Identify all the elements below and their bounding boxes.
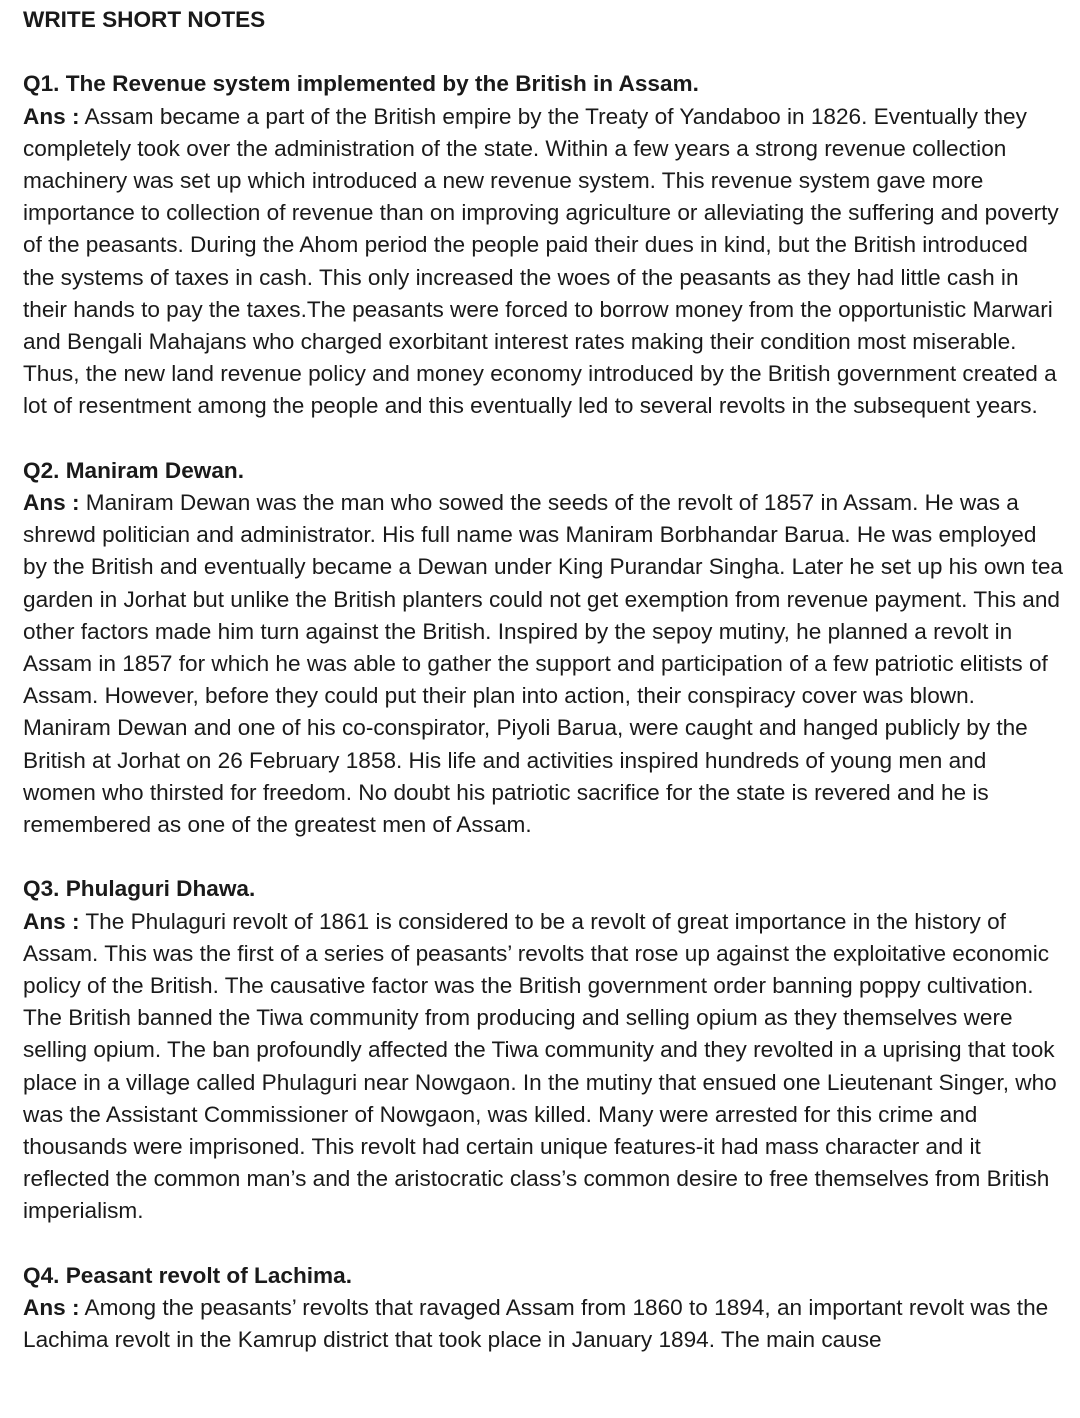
answer-label: Ans : (23, 1295, 80, 1321)
question-block-4 (23, 1260, 1063, 1357)
question-title-4: Q4. Peasant revolt of Lachima. (23, 1262, 352, 1288)
answer-text-2 (23, 487, 1063, 841)
question-block-1 (23, 68, 1063, 422)
question-title-3: Q3. Phulaguri Dhawa. (23, 876, 256, 902)
question-block-2 (23, 455, 1063, 841)
document-heading: WRITE SHORT NOTES (23, 7, 266, 32)
spacer (23, 841, 1063, 873)
spacer (23, 423, 1063, 455)
answer-text-1 (23, 101, 1063, 423)
answer-body-2: Maniram Dewan was the man who sowed the seeds of the revolt of 1857 in Assam. He was a shrewd politician and administrator. His full name was Maniram Borbhandar Barua. He was employed by the British and eventually became a Dewan under King Purandar Singha. Later he set up his own tea garden in Jorhat but unlike the British planters could not get exemption from revenue payment. This and other factors made him turn against the British. Inspired by the sepoy mutiny, he planned a revolt in Assam in 1857 for which he was able to gather the support and participation of a few patriotic elitists of Assam. However, before they could put their plan into action, their conspiracy cover was blown. Maniram Dewan and one of his co-conspirator, Piyoli Barua, were caught and hanged publicly by the British at Jorhat on 26 February 1858. His life and activities inspired hundreds of young men and women who thirsted for freedom. No doubt his patriotic sacrifice for the state is revered and he is remembered as one of the greatest men of Assam. (23, 490, 1063, 838)
answer-body-1: Assam became a part of the British empire by the Treaty of Yandaboo in 1826. Eventually they completely took over the administration of the state. Within a few years a strong revenue collection machinery was set up which introduced a new revenue system. This revenue system gave more importance to collection of revenue than on improving agriculture or alleviating the suffering and poverty of the peasants. During the Ahom period the people paid their dues in kind, but the British introduced the systems of taxes in cash. This only increased the woes of the peasants as they had little cash in their hands to pay the taxes.The peasants were forced to borrow money from the opportunistic Marwari and Bengali Mahajans who charged exorbitant interest rates making their condition most miserable. Thus, the new land revenue policy and money economy introduced by the British government created a lot of resentment among the people and this eventually led to several revolts in the subsequent years. (23, 103, 1059, 419)
answer-body-3: The Phulaguri revolt of 1861 is considered to be a revolt of great importance in the history of Assam. This was the first of a series of peasants’ revolts that rose up against the exploitative economic policy of the British. The causative factor was the British government order banning poppy cultivation. The British banned the Tiwa community from producing and selling opium as they themselves were selling opium. The ban profoundly affected the Tiwa community and they revolted in a uprising that took place in a village called Phulaguri near Nowgaon. In the mutiny that ensued one Lieutenant Singer, who was the Assistant Commissioner of Nowgaon, was killed. Many were arrested for this crime and thousands were imprisoned. This revolt had certain unique features-it had mass character and it reflected the common man’s and the aristocratic class’s common desire to free themselves from British imperialism. (23, 908, 1057, 1224)
answer-label: Ans : (23, 490, 80, 516)
question-title-2: Q2. Maniram Dewan. (23, 457, 244, 483)
answer-label: Ans : (23, 908, 80, 934)
answer-text-3 (23, 906, 1063, 1228)
answer-text-4 (23, 1292, 1063, 1356)
question-title-1: Q1. The Revenue system implemented by the British in Assam. (23, 71, 699, 97)
spacer (23, 36, 1063, 68)
answer-label: Ans : (23, 103, 80, 129)
document-page (23, 4, 1063, 1356)
answer-body-4: Among the peasants’ revolts that ravaged Assam from 1860 to 1894, an important revolt was the Lachima revolt in the Kamrup district that took place in January 1894. The main cause (23, 1295, 1049, 1353)
spacer (23, 1228, 1063, 1260)
question-block-3 (23, 873, 1063, 1227)
